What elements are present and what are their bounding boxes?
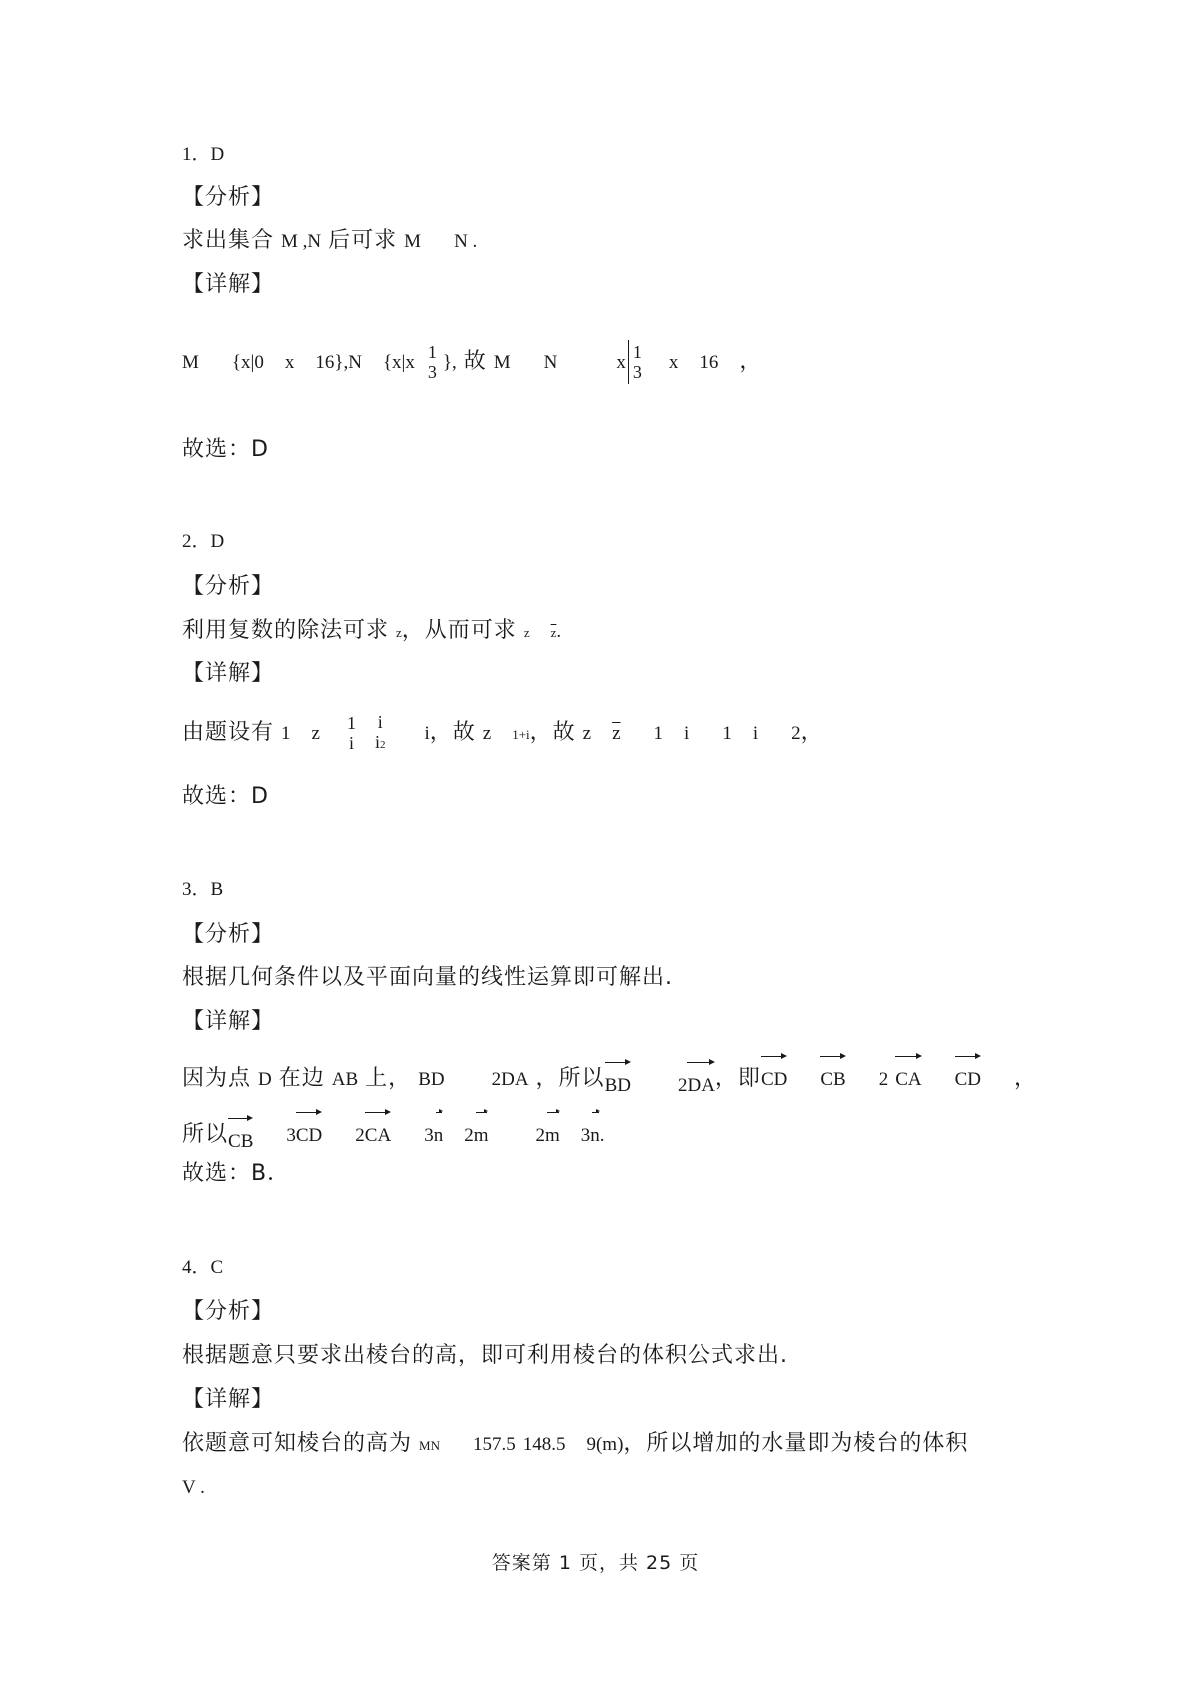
q1-f-p8: M (493, 352, 511, 373)
q3-vec-cd-2: CD (955, 1052, 981, 1100)
q2-f-p1: 由题设有 (182, 720, 275, 745)
q2-f-p6: z (482, 723, 492, 744)
q1-detail-formula (182, 339, 762, 389)
q2-detail-heading: 【详解】 (182, 661, 275, 686)
q2-f-p3: z (311, 723, 320, 744)
q2-f-p13: 1 (722, 723, 732, 744)
q3-vec-n: n (434, 1108, 444, 1156)
q2-analysis-part-3: ，从而可求 (401, 618, 517, 643)
q1-number-answer: 1．D (182, 144, 225, 165)
q1-analysis-part-5: N . (454, 231, 478, 252)
q3-vec-m: m (474, 1108, 489, 1156)
q1-f-p11: x (668, 352, 679, 373)
q2-conclusion: 故选：D (182, 784, 269, 809)
q4-f-p1: 依题意可知棱台的高为 (182, 1431, 413, 1456)
q3-analysis-heading: 【分析】 (182, 922, 275, 947)
q1-f-p5: {x|x (382, 352, 415, 373)
q3-vec-ca-2: CA (365, 1108, 391, 1156)
q3-f-p7: 2DA (491, 1069, 529, 1090)
q1-f-p9: N (543, 352, 558, 373)
q4-number-answer: 4．C (182, 1257, 224, 1278)
page-footer: 答案第 1 页，共 25 页 (491, 1552, 700, 1574)
q3-g-q5: 2 (464, 1125, 474, 1146)
q2-analysis-heading: 【分析】 (182, 574, 275, 599)
q3-number-answer: 3．B (182, 879, 224, 900)
q2-f-p11: 1 (653, 723, 664, 744)
q3-vec-cd: CD (761, 1052, 787, 1100)
q1-f-p10: x (616, 352, 626, 373)
q2-f-p5: ，故 (429, 720, 476, 745)
q2-f-p14: i (752, 723, 759, 744)
q2-f-p12: i (684, 723, 690, 744)
q4-analysis-text: 根据题意只要求出棱台的高，即可利用棱台的体积公式求出. (182, 1343, 788, 1368)
q2-analysis-part-4: z (523, 625, 530, 640)
q3-g-q7: 3 (580, 1125, 591, 1146)
q2-analysis-text (182, 616, 561, 646)
q2-analysis-part-5: $\overline{z}$ (550, 625, 557, 640)
q3-g-q2: 3 (286, 1125, 296, 1146)
q3-g-q6: 2 (535, 1125, 545, 1146)
q3-vec-da: DA (687, 1058, 714, 1106)
q3-f-p3: 在边 (278, 1066, 325, 1091)
q3-vec-m-2: m (545, 1108, 560, 1156)
q2-analysis-part-1: 利用复数的除法可求 (182, 618, 390, 643)
q1-analysis-heading: 【分析】 (182, 185, 275, 210)
q3-f-p5: 上， (365, 1066, 412, 1091)
q1-fraction-1: 1 3 (427, 342, 437, 382)
q2-f-p8: ，故 (529, 720, 576, 745)
q3-f-p10: ，即 (714, 1066, 761, 1091)
q4-detail-line-1 (182, 1429, 968, 1459)
q2-fraction-2: i i2 (374, 711, 386, 752)
q2-analysis-part-6: . (556, 621, 562, 642)
q4-f-p7: ，所以增加的水量即为棱台的体积 (623, 1431, 969, 1456)
q3-detail-heading: 【详解】 (182, 1009, 275, 1034)
q2-f-p7: 1+i (512, 727, 530, 742)
q3-vec-cb-2: CB (228, 1114, 253, 1162)
q4-f-p4: 148.5 (522, 1434, 566, 1455)
q3-f-p2: D (258, 1069, 272, 1090)
q1-f-p12: 16 (699, 352, 719, 373)
q1-conclusion: 故选：D (182, 437, 269, 462)
q3-g-q1: 所以 (182, 1122, 229, 1147)
q3-f-p4: AB (331, 1069, 359, 1090)
q2-f-p4: i (424, 723, 430, 744)
q2-detail-formula (182, 710, 824, 760)
q2-fraction-1: 1 i (346, 713, 356, 753)
q3-detail-line-2 (182, 1108, 605, 1152)
q4-detail-heading: 【详解】 (182, 1387, 275, 1412)
q4-analysis-heading: 【分析】 (182, 1299, 275, 1324)
q1-f-p3: x (284, 352, 295, 373)
q2-number-answer: 2．D (182, 531, 225, 552)
q1-analysis-part-4: M (404, 231, 422, 252)
q1-f-p6: }, (442, 352, 457, 373)
q3-f-p8: ，所以 (535, 1066, 605, 1091)
q3-f-p9: 2 (677, 1075, 688, 1096)
q3-analysis-text: 根据几何条件以及平面向量的线性运算即可解出. (182, 965, 673, 990)
q1-f-p4: 16},N (315, 352, 362, 373)
q2-f-p10: $\overline{z}$ (612, 723, 621, 744)
q3-vec-n-2: n (590, 1108, 600, 1156)
q2-f-p16: ， (800, 720, 824, 745)
q3-vec-cb: CB (820, 1052, 845, 1100)
q3-f-p1: 因为点 (182, 1066, 252, 1091)
q3-vec-bd: BD (605, 1058, 631, 1106)
q1-analysis-part-3: 后可求 (328, 228, 398, 253)
q1-set-bar (628, 340, 629, 384)
q1-f-p2: {x|0 (231, 352, 264, 373)
q4-f-p6: (m) (595, 1434, 624, 1455)
q1-analysis-text (182, 226, 477, 256)
q1-f-p7: 故 (463, 349, 487, 374)
q4-detail-line-2: V . (182, 1477, 205, 1498)
q3-detail-line-1 (182, 1052, 1037, 1096)
q2-f-p2: 1 (281, 723, 291, 744)
q3-f-p12: ， (1014, 1066, 1038, 1091)
q2-analysis-part-2: z (396, 625, 402, 640)
q3-f-p11: 2 (878, 1069, 889, 1090)
q3-vec-ca: CA (895, 1052, 921, 1100)
q1-f-p13: ， (739, 349, 763, 374)
q1-fraction-2: 1 3 (632, 342, 642, 382)
q4-f-p5: 9 (586, 1434, 596, 1455)
q1-f-p1: M (182, 352, 199, 373)
q1-detail-heading: 【详解】 (182, 272, 275, 297)
q3-g-q4: 3 (424, 1125, 434, 1146)
q3-g-q8: . (599, 1125, 605, 1146)
q2-f-p15: 2 (791, 723, 801, 744)
q2-f-p9: z (582, 723, 592, 744)
q3-f-p6: BD (418, 1069, 445, 1090)
q4-f-p3: 157.5 (472, 1434, 516, 1455)
q4-f-p2: MN (419, 1438, 440, 1453)
q3-vec-cd-3: CD (296, 1108, 322, 1156)
q3-g-q3: 2 (355, 1125, 365, 1146)
q1-analysis-part-1: 求出集合 (182, 228, 275, 253)
q3-conclusion: 故选：B． (182, 1161, 291, 1186)
q1-analysis-part-2: M ,N (281, 231, 322, 252)
